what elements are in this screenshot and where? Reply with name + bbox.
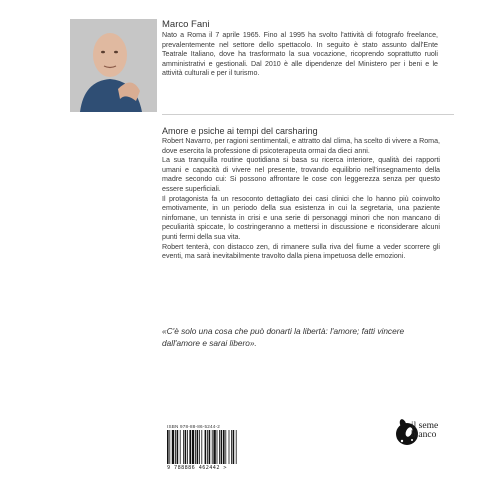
barcode-bar	[185, 430, 187, 464]
synopsis-paragraph: Robert tenterà, con distacco zen, di rimanere sulla riva del fiume a veder scorrere gli eventi, ma sarà inevitabilmente travolto dalla piena impetuosa delle emozioni.	[162, 242, 440, 261]
barcode-bar	[180, 430, 181, 464]
barcode-bar	[167, 430, 169, 464]
book-synopsis	[162, 137, 440, 262]
publisher-name-line: il seme	[411, 421, 439, 431]
barcode-bar	[231, 430, 232, 464]
synopsis-paragraph: Robert Navarro, per ragioni sentimentali, e attratto dal clima, ha scelto di vivere a Roma, dove esercita la professione di psicoterapeuta ormai da dieci anni.	[162, 137, 440, 155]
isbn-label: ISBN 978-88-86-5244-2	[167, 424, 220, 429]
barcode-bar	[207, 430, 208, 464]
barcode-bar	[205, 430, 207, 464]
author-name: Marco Fani	[162, 19, 210, 30]
synopsis-paragraph: Il protagonista fa un resoconto dettagliato dei casi clinici che lo hanno più coinvolto emotivamente, in un periodo della sua esistenza in cui la segretaria, una paziente ninfomane, un tennista in crisi e una serie di personaggi minori che non mancano di peculiarità spiccate, lo costringeranno a mettersi in discussione e riconsiderare alcuni punti fermi della sua vita.	[162, 194, 440, 241]
barcode-bar	[199, 430, 200, 464]
barcode-bar	[169, 430, 170, 464]
isbn-barcode	[167, 430, 257, 464]
barcode-bar	[236, 430, 237, 464]
barcode-bar	[217, 430, 218, 464]
author-portrait-image	[70, 19, 157, 112]
barcode-bar	[225, 430, 226, 464]
barcode-bar	[233, 430, 235, 464]
barcode-bar	[229, 430, 230, 464]
barcode-bar	[175, 430, 176, 464]
barcode-bar	[201, 430, 202, 464]
barcode-bar	[223, 430, 225, 464]
section-divider	[162, 114, 454, 115]
barcode-bar	[212, 430, 213, 464]
barcode-bar	[192, 430, 194, 464]
barcode-bar	[183, 430, 184, 464]
synopsis-paragraph: La sua tranquilla routine quotidiana si basa su ricerca interiore, qualità dei rapporti umani e capacità di vivere nel presente, trovando equilibrio nell'insegnamento della madre secondo cui: Si possono affrontare le cose con leggerezza senza per questo essere superficiali.	[162, 156, 440, 193]
barcode-bar	[172, 430, 174, 464]
publisher-name	[411, 422, 438, 440]
barcode-bar	[187, 430, 188, 464]
barcode-number: 9 788886 462442 >	[167, 465, 227, 471]
barcode-bar	[189, 430, 191, 464]
barcode-bar	[197, 430, 199, 464]
book-quote: «C'è solo una cosa che può donarti la libertà: l'amore; fatti vincere dall'amore e sarai libero».	[162, 326, 405, 348]
barcode-bar	[177, 430, 179, 464]
barcode-bar	[195, 430, 196, 464]
back-cover	[54, 0, 444, 493]
book-title: Amore e psiche ai tempi del carsharing	[162, 126, 318, 136]
barcode-bar	[209, 430, 211, 464]
author-photo	[70, 19, 157, 112]
barcode-bar	[221, 430, 223, 464]
publisher-name-line: bianco	[411, 430, 437, 440]
author-bio: Nato a Roma il 7 aprile 1965. Fino al 1995 ha svolto l'attività di fotografo freelance, prevalentemente nel settore dello spettacolo. In seguito è stato assunto dall'Ente Teatrale Italiano, dove ha trasformato la sua vocazione, ricoprendo soprattutto ruoli amministrativi e gestionali. Dal 2010 è alle dipendenze del Ministero per i beni e le attività culturali e per il turismo.	[162, 31, 438, 78]
barcode-bar	[213, 430, 215, 464]
barcode-bar	[219, 430, 220, 464]
